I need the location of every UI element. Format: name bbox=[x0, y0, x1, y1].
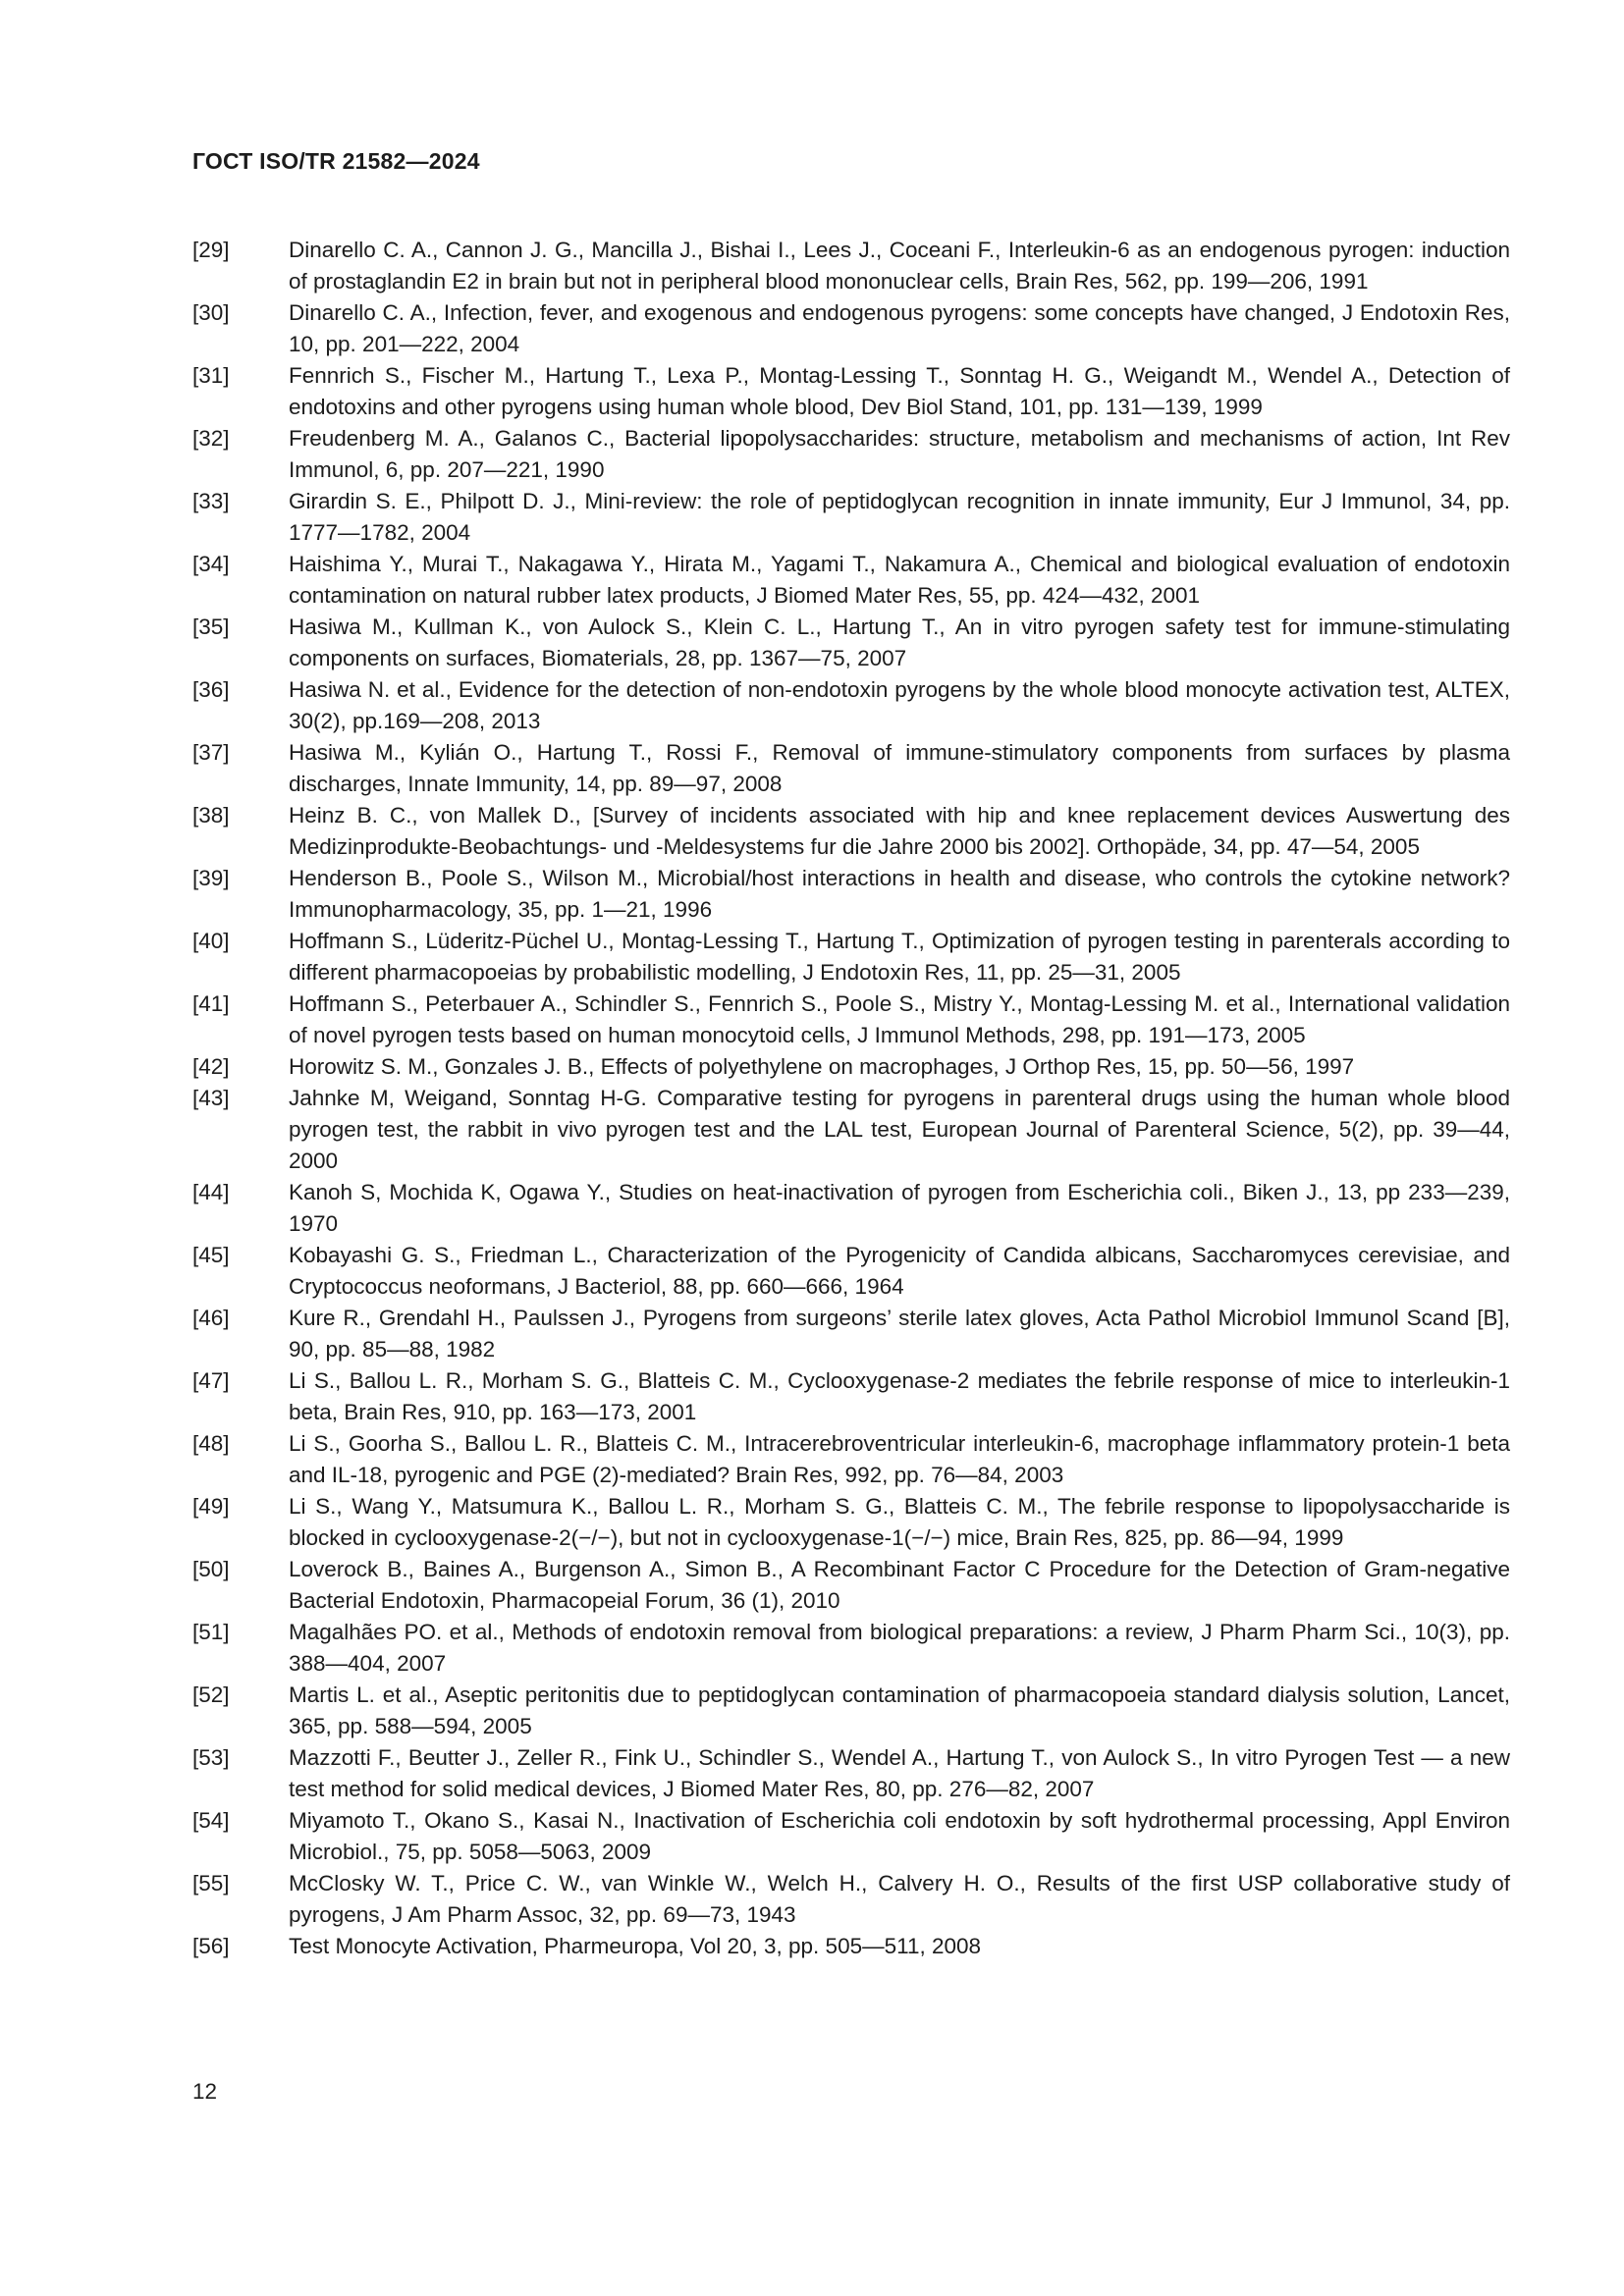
reference-number: [47] bbox=[192, 1368, 230, 1393]
reference-text: Freudenberg M. A., Galanos C., Bacterial lipopolysaccharides: structure, metabolism and mechanisms of action, Int Rev Immunol, 6, pp. 207—221, 1990 bbox=[289, 426, 1510, 482]
reference-text: Miyamoto T., Okano S., Kasai N., Inactivation of Escherichia coli endotoxin by soft hydrothermal processing, Appl Environ Microbiol., 75, pp. 5058—5063, 2009 bbox=[289, 1808, 1510, 1864]
reference-entry bbox=[192, 1240, 1510, 1303]
reference-number: [55] bbox=[192, 1871, 230, 1896]
reference-number: [40] bbox=[192, 929, 230, 953]
reference-number: [49] bbox=[192, 1494, 230, 1519]
reference-text: Henderson B., Poole S., Wilson M., Microbial/host interactions in health and disease, who controls the cytokine network? Immunopharmacology, 35, pp. 1—21, 1996 bbox=[289, 866, 1510, 922]
reference-entry bbox=[192, 1742, 1510, 1805]
reference-number: [54] bbox=[192, 1808, 230, 1833]
reference-number: [43] bbox=[192, 1086, 230, 1110]
reference-entry bbox=[192, 486, 1510, 549]
reference-text: Fennrich S., Fischer M., Hartung T., Lexa P., Montag-Lessing T., Sonntag H. G., Weigandt M., Wendel A., Detection of endotoxins and other pyrogens using human whole blood, Dev Biol Stand, 101, pp. 131—139, 1999 bbox=[289, 363, 1510, 419]
reference-entry bbox=[192, 423, 1510, 486]
reference-list bbox=[192, 235, 1510, 1962]
reference-entry bbox=[192, 988, 1510, 1051]
reference-entry bbox=[192, 1617, 1510, 1680]
reference-text: Magalhães PO. et al., Methods of endotoxin removal from biological preparations: a review, J Pharm Pharm Sci., 10(3), pp. 388—404, 2007 bbox=[289, 1620, 1510, 1676]
reference-entry bbox=[192, 926, 1510, 988]
reference-entry bbox=[192, 1083, 1510, 1177]
reference-number: [33] bbox=[192, 489, 230, 513]
reference-number: [39] bbox=[192, 866, 230, 890]
reference-text: Heinz B. C., von Mallek D., [Survey of incidents associated with hip and knee replacement devices Auswertung des Medizinprodukte-Beobachtungs- und -Meldesystems fur die Jahre 2000 bis 2002]. Orthopäde, 34, pp. 47—54, 2005 bbox=[289, 803, 1510, 859]
reference-entry bbox=[192, 1303, 1510, 1365]
reference-text: McClosky W. T., Price C. W., van Winkle W., Welch H., Calvery H. O., Results of the first USP collaborative study of pyrogens, J Am Pharm Assoc, 32, pp. 69—73, 1943 bbox=[289, 1871, 1510, 1927]
reference-number: [37] bbox=[192, 740, 230, 765]
reference-entry bbox=[192, 235, 1510, 297]
reference-entry bbox=[192, 1931, 1510, 1962]
reference-entry bbox=[192, 1428, 1510, 1491]
reference-text: Kure R., Grendahl H., Paulssen J., Pyrogens from surgeons’ sterile latex gloves, Acta Pathol Microbiol Immunol Scand [B], 90, pp. 85—88, 1982 bbox=[289, 1306, 1510, 1362]
reference-number: [35] bbox=[192, 614, 230, 639]
reference-entry bbox=[192, 863, 1510, 926]
reference-number: [32] bbox=[192, 426, 230, 451]
reference-number: [29] bbox=[192, 238, 230, 262]
reference-entry bbox=[192, 674, 1510, 737]
reference-entry bbox=[192, 1491, 1510, 1554]
reference-text: Dinarello C. A., Infection, fever, and exogenous and endogenous pyrogens: some concepts have changed, J Endotoxin Res, 10, pp. 201—222, 2004 bbox=[289, 300, 1510, 356]
reference-text: Hasiwa M., Kylián O., Hartung T., Rossi F., Removal of immune-stimulatory components from surfaces by plasma discharges, Innate Immunity, 14, pp. 89—97, 2008 bbox=[289, 740, 1510, 796]
reference-text: Li S., Wang Y., Matsumura K., Ballou L. R., Morham S. G., Blatteis C. M., The febrile response to lipopolysaccharide is blocked in cyclooxygenase-2(−/−), but not in cyclooxygenase-1(−/−) mice, Brain Res, 825, pp. 86—94, 1999 bbox=[289, 1494, 1510, 1550]
reference-entry bbox=[192, 737, 1510, 800]
reference-entry bbox=[192, 800, 1510, 863]
reference-entry bbox=[192, 549, 1510, 612]
reference-number: [31] bbox=[192, 363, 230, 388]
reference-entry bbox=[192, 1177, 1510, 1240]
reference-entry bbox=[192, 297, 1510, 360]
reference-text: Kobayashi G. S., Friedman L., Characterization of the Pyrogenicity of Candida albicans, Saccharomyces cerevisiae, and Cryptococcus neoformans, J Bacteriol, 88, pp. 660—666, 1964 bbox=[289, 1243, 1510, 1299]
reference-entry bbox=[192, 1868, 1510, 1931]
reference-number: [38] bbox=[192, 803, 230, 828]
reference-number: [45] bbox=[192, 1243, 230, 1267]
reference-number: [34] bbox=[192, 552, 230, 576]
reference-text: Hasiwa M., Kullman K., von Aulock S., Klein C. L., Hartung T., An in vitro pyrogen safety test for immune-stimulating components on surfaces, Biomaterials, 28, pp. 1367—75, 2007 bbox=[289, 614, 1510, 670]
reference-text: Hoffmann S., Peterbauer A., Schindler S., Fennrich S., Poole S., Mistry Y., Montag-Lessing M. et al., International validation of novel pyrogen tests based on human monocytoid cells, J Immunol Methods, 298, pp. 191—173, 2005 bbox=[289, 991, 1510, 1047]
reference-text: Jahnke M, Weigand, Sonntag H-G. Comparative testing for pyrogens in parenteral drugs using the human whole blood pyrogen test, the rabbit in vivo pyrogen test and the LAL test, European Journal of Parenteral Science, 5(2), pp. 39—44, 2000 bbox=[289, 1086, 1510, 1173]
reference-number: [46] bbox=[192, 1306, 230, 1330]
reference-entry bbox=[192, 1365, 1510, 1428]
reference-text: Girardin S. E., Philpott D. J., Mini-review: the role of peptidoglycan recognition in innate immunity, Eur J Immunol, 34, pp. 1777—1782, 2004 bbox=[289, 489, 1510, 545]
reference-text: Haishima Y., Murai T., Nakagawa Y., Hirata M., Yagami T., Nakamura A., Chemical and biological evaluation of endotoxin contamination on natural rubber latex products, J Biomed Mater Res, 55, pp. 424—432, 2001 bbox=[289, 552, 1510, 608]
reference-text: Loverock B., Baines A., Burgenson A., Simon B., A Recombinant Factor C Procedure for the Detection of Gram-negative Bacterial Endotoxin, Pharmacopeial Forum, 36 (1), 2010 bbox=[289, 1557, 1510, 1613]
reference-text: Dinarello C. A., Cannon J. G., Mancilla J., Bishai I., Lees J., Coceani F., Interleukin-6 as an endogenous pyrogen: induction of prostaglandin E2 in brain but not in peripheral blood mononuclear cells, Brain Res, 562, pp. 199—206, 1991 bbox=[289, 238, 1510, 294]
reference-entry bbox=[192, 1554, 1510, 1617]
reference-number: [50] bbox=[192, 1557, 230, 1581]
reference-text: Kanoh S, Mochida K, Ogawa Y., Studies on heat-inactivation of pyrogen from Escherichia coli., Biken J., 13, pp 233—239, 1970 bbox=[289, 1180, 1510, 1236]
reference-number: [36] bbox=[192, 677, 230, 702]
reference-text: Test Monocyte Activation, Pharmeuropa, Vol 20, 3, pp. 505—511, 2008 bbox=[289, 1934, 982, 1958]
reference-number: [30] bbox=[192, 300, 230, 325]
reference-number: [56] bbox=[192, 1934, 230, 1958]
reference-text: Hasiwa N. et al., Evidence for the detection of non-endotoxin pyrogens by the whole blood monocyte activation test, ALTEX, 30(2), pp.169—208, 2013 bbox=[289, 677, 1510, 733]
reference-text: Horowitz S. M., Gonzales J. B., Effects of polyethylene on macrophages, J Orthop Res, 15, pp. 50—56, 1997 bbox=[289, 1054, 1355, 1079]
reference-entry bbox=[192, 360, 1510, 423]
page-number: 12 bbox=[192, 2079, 218, 2104]
reference-entry bbox=[192, 1051, 1510, 1083]
reference-text: Li S., Goorha S., Ballou L. R., Blatteis C. M., Intracerebroventricular interleukin-6, macrophage inflammatory protein-1 beta and IL-18, pyrogenic and PGE (2)-mediated? Brain Res, 992, pp. 76—84, 2003 bbox=[289, 1431, 1510, 1487]
reference-entry bbox=[192, 1805, 1510, 1868]
reference-number: [42] bbox=[192, 1054, 230, 1079]
reference-text: Martis L. et al., Aseptic peritonitis due to peptidoglycan contamination of pharmacopoeia standard dialysis solution, Lancet, 365, pp. 588—594, 2005 bbox=[289, 1682, 1510, 1738]
reference-text: Mazzotti F., Beutter J., Zeller R., Fink U., Schindler S., Wendel A., Hartung T., von Aulock S., In vitro Pyrogen Test — a new test method for solid medical devices, J Biomed Mater Res, 80, pp. 276—82, 2007 bbox=[289, 1745, 1510, 1801]
reference-entry bbox=[192, 612, 1510, 674]
reference-number: [41] bbox=[192, 991, 230, 1016]
reference-text: Li S., Ballou L. R., Morham S. G., Blatteis C. M., Cyclooxygenase-2 mediates the febrile response of mice to interleukin-1 beta, Brain Res, 910, pp. 163—173, 2001 bbox=[289, 1368, 1510, 1424]
reference-text: Hoffmann S., Lüderitz-Püchel U., Montag-Lessing T., Hartung T., Optimization of pyrogen testing in parenterals according to different pharmacopoeias by probabilistic modelling, J Endotoxin Res, 11, pp. 25—31, 2005 bbox=[289, 929, 1510, 985]
document-header: ГОСТ ISO/TR 21582—2024 bbox=[192, 148, 480, 174]
reference-number: [52] bbox=[192, 1682, 230, 1707]
reference-number: [53] bbox=[192, 1745, 230, 1770]
reference-entry bbox=[192, 1680, 1510, 1742]
reference-number: [51] bbox=[192, 1620, 230, 1644]
reference-number: [44] bbox=[192, 1180, 230, 1204]
reference-number: [48] bbox=[192, 1431, 230, 1456]
